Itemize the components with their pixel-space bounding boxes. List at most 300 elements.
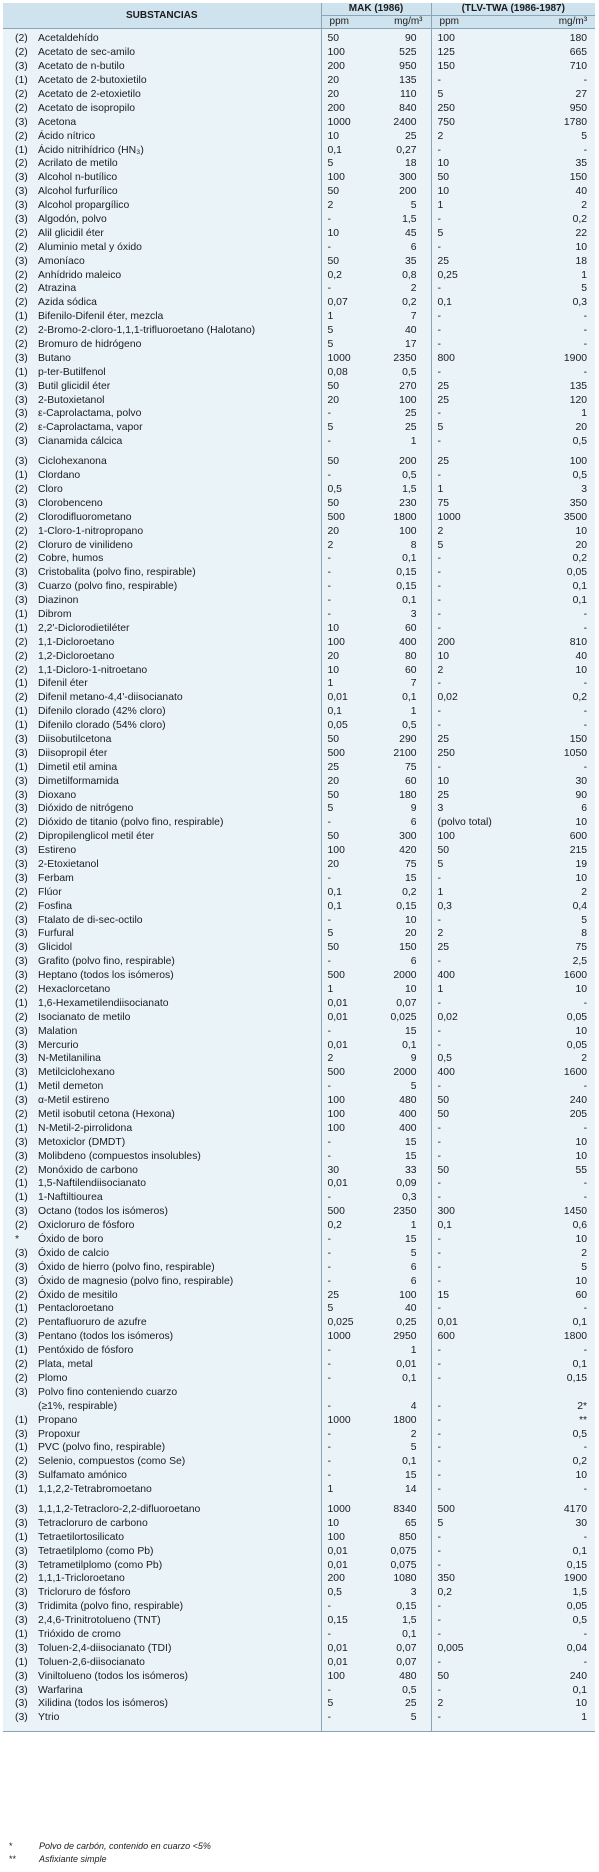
group-cell: (1) (15, 144, 28, 156)
tlv-ppm-cell: - (437, 956, 441, 968)
tlv-ppm-cell: - (437, 436, 441, 448)
mak-mg-cell: 230 (369, 496, 431, 510)
tlv-mg-cell: 10 (575, 1025, 588, 1037)
table-row (3, 788, 595, 802)
substance-name-cell: Oxicloruro de fósforo (36, 1219, 321, 1233)
tlv-ppm-cell: 0,005 (437, 1642, 464, 1654)
mak-mg-cell: 0,1 (369, 691, 431, 705)
tlv-mg-cell: 1450 (563, 1206, 588, 1218)
table-row (3, 1302, 595, 1316)
mak-ppm-cell: - (327, 1601, 331, 1613)
table-row (3, 268, 595, 282)
mak-mg-cell: 25 (369, 421, 431, 435)
mak-mg-cell: 10 (369, 983, 431, 997)
table-row (3, 1516, 595, 1530)
substance-name-cell: Malation (36, 1024, 321, 1038)
mak-ppm-cell: 100 (327, 1095, 345, 1107)
mak-ppm-cell: - (327, 1684, 331, 1696)
table-row (3, 296, 595, 310)
mak-mg-cell: 3 (369, 1586, 431, 1600)
tlv-mg-cell: - (583, 997, 588, 1009)
mak-mg-cell: 1800 (369, 510, 431, 524)
mak-mg-cell: 2350 (369, 351, 431, 365)
mak-mg-cell: 950 (369, 60, 431, 74)
tlv-ppm-cell: - (437, 1470, 441, 1482)
substance-name-cell: 1,1-Dicloroetano (36, 635, 321, 649)
mak-ppm-cell: 50 (327, 831, 340, 843)
tlv-mg-cell: 19 (575, 858, 588, 870)
mak-mg-cell: 0,3 (369, 1191, 431, 1205)
substance-name-cell: Propano (36, 1413, 321, 1427)
group-cell: (3) (15, 1698, 28, 1710)
mak-ppm-cell: - (327, 553, 331, 565)
mak-ppm-cell: 0,01 (327, 1559, 348, 1571)
mak-ppm-cell: 0,2 (327, 269, 342, 281)
tlv-mg-cell: - (583, 622, 588, 634)
tlv-mg-cell: - (583, 761, 588, 773)
tlv-mg-cell: 0,05 (566, 1011, 588, 1023)
mak-mg-cell: 2000 (369, 969, 431, 983)
tlv-mg-cell: 30 (575, 775, 588, 787)
tlv-ppm-cell: 10 (437, 775, 450, 787)
group-cell: (1) (15, 1345, 28, 1357)
table-row (3, 1288, 595, 1302)
table-row (3, 552, 595, 566)
substance-name-cell: Tetracloruro de carbono (36, 1516, 321, 1530)
tlv-ppm-cell: - (437, 872, 441, 884)
tlv-mg-cell: 55 (575, 1164, 588, 1176)
mak-ppm-cell: 20 (327, 75, 340, 87)
table-row (3, 60, 595, 74)
mak-ppm-cell: 20 (327, 394, 340, 406)
mak-ppm-cell: 50 (327, 733, 340, 745)
group-cell: (2) (15, 1456, 28, 1468)
tlv-mg-cell: - (583, 1303, 588, 1315)
group-cell: (3) (15, 775, 28, 787)
table-row (3, 996, 595, 1010)
tlv-ppm-cell: - (437, 720, 441, 732)
substance-name-cell: Acetato de n-butilo (36, 60, 321, 74)
substance-name-cell: Acetato de 2-butoxietilo (36, 74, 321, 88)
substance-name-cell: 2-Bromo-2-cloro-1,1,1-trifluoroetano (Halotano) (36, 324, 321, 338)
table-row (3, 421, 595, 435)
table-row (3, 538, 595, 552)
tlv-mg-cell: 1,5 (572, 1587, 588, 1599)
substance-name-cell: Pentóxido de fósforo (36, 1344, 321, 1358)
mak-mg-cell: 110 (369, 88, 431, 102)
substance-name-cell: Plata, metal (36, 1358, 321, 1372)
mak-ppm-cell: 2 (327, 1053, 334, 1065)
mak-mg-cell: 0,07 (369, 1641, 431, 1655)
substance-name-cell: Tridimita (polvo fino, respirable) (36, 1600, 321, 1614)
table-row (3, 760, 595, 774)
mak-mg-cell: 15 (369, 1149, 431, 1163)
tlv-mg-cell: 0,1 (572, 1359, 588, 1371)
group-cell: (1) (15, 470, 28, 482)
tlv-ppm-cell: - (437, 1684, 441, 1696)
mak-ppm-cell: - (327, 1442, 331, 1454)
tlv-mg-cell: 0,15 (566, 1559, 588, 1571)
group-cell: (2) (15, 831, 28, 843)
mak-mg-cell: 60 (369, 774, 431, 788)
table-row (3, 1135, 595, 1149)
group-cell: (2) (15, 984, 28, 995)
group-cell: (1) (15, 1192, 28, 1204)
tlv-mg-cell: 10 (575, 1234, 588, 1246)
table-row (3, 1177, 595, 1191)
substance-name-cell: Cloro (36, 483, 321, 497)
tlv-ppm-cell: - (437, 1615, 441, 1627)
tlv-mg-header: mg/m³ (507, 16, 595, 29)
mak-mg-cell: 840 (369, 101, 431, 115)
tlv-mg-cell: 20 (575, 422, 588, 434)
tlv-mg-cell: - (583, 311, 588, 323)
mak-ppm-cell: - (327, 581, 331, 593)
mak-ppm-cell: 50 (327, 255, 340, 267)
tlv-ppm-cell: 5 (437, 539, 444, 551)
group-cell: (2) (15, 553, 28, 565)
tlv-mg-cell: 0,6 (572, 1220, 588, 1232)
substance-name-cell: Glicidol (36, 941, 321, 955)
mak-ppm-cell: 50 (327, 186, 340, 198)
table-row (3, 1483, 595, 1497)
table-row (3, 594, 595, 608)
group-cell: (1) (15, 1442, 28, 1454)
tlv-mg-cell: 8 (581, 928, 588, 940)
table-row (3, 774, 595, 788)
tlv-ppm-cell: 15 (437, 1289, 450, 1301)
mak-ppm-cell: 0,1 (327, 886, 342, 898)
group-cell: (2) (15, 886, 28, 898)
substance-name-cell: Polvo fino conteniendo cuarzo (36, 1385, 321, 1399)
substance-name-cell: Acrilato de metilo (36, 157, 321, 171)
tlv-mg-cell: 0,05 (566, 1039, 588, 1051)
mak-ppm-cell: - (327, 241, 331, 253)
substance-name-cell: Tetraetilplomo (como Pb) (36, 1544, 321, 1558)
group-cell: (3) (15, 200, 28, 212)
mak-ppm-cell: - (327, 1234, 331, 1246)
mak-ppm-cell: 50 (327, 33, 340, 45)
substance-name-cell: Toluen-2,6-diisocianato (36, 1655, 321, 1669)
group-cell: (2) (15, 650, 28, 662)
table-row (3, 524, 595, 538)
substance-name-cell: Grafito (polvo fino, respirable) (36, 955, 321, 969)
mak-mg-cell: 2350 (369, 1205, 431, 1219)
group-cell: (3) (15, 845, 28, 857)
tlv-mg-cell: 10 (575, 817, 588, 829)
substance-name-cell: Acetato de 2-etoxietilo (36, 88, 321, 102)
mak-ppm-cell: - (327, 914, 331, 926)
mak-mg-cell: 14 (369, 1483, 431, 1497)
tlv-ppm-cell: 10 (437, 650, 450, 662)
group-cell: (3) (15, 942, 28, 954)
mak-ppm-cell: - (321, 1711, 369, 1731)
group-cell: * (15, 1234, 20, 1246)
substance-name-cell: Propoxur (36, 1427, 321, 1441)
mak-mg-cell: 0,025 (369, 1010, 431, 1024)
substance-name-cell: Metoxiclor (DMDT) (36, 1135, 321, 1149)
tlv-ppm-cell: 3 (437, 803, 444, 815)
table-row (3, 1441, 595, 1455)
table-row (3, 1205, 595, 1219)
mak-mg-cell: 0,5 (369, 469, 431, 483)
mak-mg-cell: 6 (369, 816, 431, 830)
mak-ppm-cell: 10 (327, 622, 340, 634)
group-cell: (3) (15, 970, 28, 982)
table-row (3, 1052, 595, 1066)
tlv-mg-cell: 180 (569, 33, 588, 45)
mak-mg-cell: 45 (369, 226, 431, 240)
substance-name-cell: Alcohol furfurílico (36, 185, 321, 199)
mak-mg-cell: 1,5 (369, 1614, 431, 1628)
tlv-mg-cell: 30 (575, 1517, 588, 1529)
mak-ppm-cell: - (327, 470, 331, 482)
group-cell: (2) (15, 664, 28, 676)
group-cell: (3) (15, 1261, 28, 1273)
tlv-ppm-cell: 0,1 (437, 1220, 452, 1232)
substance-name-cell: Cuarzo (polvo fino, respirable) (36, 580, 321, 594)
table-row (3, 1233, 595, 1247)
tlv-ppm-cell: 50 (437, 1670, 450, 1682)
tlv-mg-cell: - (583, 1531, 588, 1543)
mak-ppm-cell: 500 (327, 1067, 345, 1079)
footnote (3, 1853, 595, 1866)
mak-mg-cell: 15 (369, 1135, 431, 1149)
mak-mg-cell: 0,5 (369, 1683, 431, 1697)
mak-ppm-cell: - (327, 283, 331, 295)
mak-ppm-cell: 50 (327, 942, 340, 954)
mak-mg-cell: 15 (369, 871, 431, 885)
mak-mg-cell: 525 (369, 46, 431, 60)
table-row (3, 608, 595, 622)
mak-ppm-cell: 5 (327, 325, 334, 337)
mak-ppm-cell: 0,01 (327, 1039, 348, 1051)
substance-name-cell: 2,4,6-Trinitrotolueno (TNT) (36, 1614, 321, 1628)
table-row (3, 955, 595, 969)
group-cell: (3) (15, 1428, 28, 1440)
mak-mg-cell: 0,1 (369, 552, 431, 566)
mak-mg-cell: 1 (369, 435, 431, 449)
group-cell: (3) (3, 1711, 36, 1731)
group-cell: (3) (15, 1545, 28, 1557)
tlv-mg-cell: 0,3 (572, 297, 588, 309)
tlv-ppm-cell: 150 (437, 61, 455, 73)
mak-ppm-cell: - (327, 1136, 331, 1148)
tlv-mg-cell: 3 (581, 483, 588, 495)
substance-name-cell: Ciclohexanona (36, 449, 321, 469)
tlv-mg-cell: - (583, 678, 588, 690)
tlv-ppm-cell: - (437, 1531, 441, 1543)
tlv-ppm-cell (431, 1385, 507, 1399)
mak-mg-cell: 7 (369, 310, 431, 324)
group-cell: (3) (15, 858, 28, 870)
tlv-ppm-cell: 1 (437, 984, 444, 995)
mak-ppm-cell: 1000 (327, 1503, 351, 1515)
tlv-mg-cell: 2 (581, 1053, 588, 1065)
tlv-ppm-cell: - (437, 1275, 441, 1287)
group-cell: (2) (15, 1573, 28, 1585)
mak-ppm-cell: 0,2 (327, 1220, 342, 1232)
tlv-mg-cell: 665 (569, 47, 588, 59)
table-row (3, 1558, 595, 1572)
tlv-ppm-cell: 0,02 (437, 1011, 458, 1023)
group-cell: (2) (15, 1109, 28, 1121)
group-cell: (1) (15, 366, 28, 378)
tlv-mg-cell: 0,2 (572, 553, 588, 565)
mak-ppm-header: ppm (321, 16, 369, 29)
table-row (3, 802, 595, 816)
group-cell: (3) (15, 1503, 28, 1515)
tlv-ppm-cell: - (437, 470, 441, 482)
tlv-ppm-cell: - (437, 1303, 441, 1315)
mak-mg-cell: 15 (369, 1469, 431, 1483)
tlv-ppm-cell: 25 (437, 942, 450, 954)
tlv-mg-cell: 600 (569, 831, 588, 843)
table-row (3, 510, 595, 524)
substance-name-cell: Heptano (todos los isómeros) (36, 969, 321, 983)
mak-ppm-cell: 50 (327, 497, 340, 509)
mak-mg-cell: 9 (369, 802, 431, 816)
mak-ppm-cell: - (327, 1359, 331, 1371)
substance-name-cell: 2,2'-Diclorodietiléter (36, 621, 321, 635)
mak-mg-cell: 6 (369, 955, 431, 969)
substance-name-cell: Tetrametilplomo (como Pb) (36, 1558, 321, 1572)
tlv-mg-cell: 950 (569, 102, 588, 114)
table-row (3, 1108, 595, 1122)
group-cell: (1) (15, 1484, 28, 1496)
substance-name-cell: Bifenilo-Difenil éter, mezcla (36, 310, 321, 324)
footnotes (3, 1840, 595, 1866)
tlv-ppm-cell: - (437, 311, 441, 323)
substance-name-cell: Alcohol propargílico (36, 199, 321, 213)
group-cell: (3) (15, 1053, 28, 1065)
tlv-ppm-cell: - (437, 553, 441, 565)
mak-mg-cell: 10 (369, 913, 431, 927)
tlv-header: (TLV-TWA (1986-1987) (431, 3, 595, 16)
substance-name-cell: Mercurio (36, 1038, 321, 1052)
table-row (3, 157, 595, 171)
substance-name-cell: Dipropilenglicol metil éter (36, 830, 321, 844)
mak-ppm-cell: 500 (327, 1206, 345, 1218)
group-cell: (3) (15, 789, 28, 801)
mak-ppm-cell: 100 (327, 1109, 345, 1121)
mak-ppm-cell: 100 (327, 1122, 345, 1134)
group-cell: (2) (15, 900, 28, 912)
group-cell (3, 1399, 36, 1413)
table-row (3, 1655, 595, 1669)
substance-name-cell: Octano (todos los isómeros) (36, 1205, 321, 1219)
tlv-ppm-cell: 800 (437, 352, 455, 364)
tlv-ppm-cell: - (437, 622, 441, 634)
table-row (3, 1669, 595, 1683)
group-cell: (2) (15, 525, 28, 537)
table-row (3, 913, 595, 927)
tlv-mg-cell: 2 (581, 200, 588, 212)
group-cell: (3) (15, 1559, 28, 1571)
tlv-mg-cell: 1800 (563, 1331, 588, 1343)
mak-mg-cell: 33 (369, 1163, 431, 1177)
mak-mg-cell (369, 1385, 431, 1399)
mak-mg-cell: 20 (369, 927, 431, 941)
exposure-limits-table (3, 3, 595, 1732)
mak-mg-cell: 480 (369, 1669, 431, 1683)
tlv-mg-cell: 1600 (563, 1067, 588, 1079)
group-cell: (3) (15, 872, 28, 884)
tlv-mg-cell: - (583, 1178, 588, 1190)
mak-mg-cell: 2 (369, 282, 431, 296)
table-row (3, 1163, 595, 1177)
mak-mg-cell: 8340 (369, 1497, 431, 1517)
substance-name-cell: Plomo (36, 1372, 321, 1386)
table-row (3, 143, 595, 157)
mak-ppm-cell: 1000 (327, 116, 351, 128)
mak-mg-cell: 3 (369, 608, 431, 622)
tlv-ppm-cell: 50 (437, 1109, 450, 1121)
tlv-ppm-cell: - (437, 1372, 441, 1384)
group-cell: (1) (15, 1414, 28, 1426)
group-cell: (2) (15, 269, 28, 281)
table-row (3, 199, 595, 213)
mak-ppm-cell: 0,01 (327, 1545, 348, 1557)
mak-ppm-cell: 0,15 (327, 1615, 348, 1627)
tlv-ppm-cell: - (437, 1247, 441, 1259)
mak-mg-cell: 75 (369, 858, 431, 872)
tlv-mg-cell: 0,2 (572, 1456, 588, 1468)
table-row (3, 1372, 595, 1386)
table-row (3, 1530, 595, 1544)
substance-name-cell: Dimetil etil amina (36, 760, 321, 774)
table-row (3, 29, 595, 46)
tlv-ppm-cell: 125 (437, 47, 455, 59)
group-cell: (2) (15, 89, 28, 100)
tlv-ppm-cell: - (437, 1345, 441, 1357)
mak-ppm-cell: 0,01 (327, 692, 348, 704)
table-row (3, 469, 595, 483)
mak-ppm-cell: - (327, 1456, 331, 1468)
mak-mg-cell: 2100 (369, 746, 431, 760)
group-cell: (2) (15, 33, 28, 45)
substance-name-cell: Ferbam (36, 871, 321, 885)
tlv-mg-cell: 3500 (563, 511, 588, 523)
mak-mg-cell: 300 (369, 830, 431, 844)
mak-ppm-cell: 0,5 (327, 1587, 342, 1599)
table-row (3, 691, 595, 705)
mak-ppm-cell: 10 (327, 664, 340, 676)
mak-mg-cell: 270 (369, 379, 431, 393)
mak-ppm-cell: 5 (327, 1303, 334, 1315)
tlv-mg-cell: 0,05 (566, 1601, 588, 1613)
group-cell: (3) (15, 1039, 28, 1051)
mak-ppm-cell: 1000 (327, 1414, 351, 1426)
tlv-mg-cell: - (583, 1442, 588, 1454)
tlv-ppm-cell: - (437, 914, 441, 926)
tlv-ppm-cell: - (437, 1261, 441, 1273)
substance-name-cell: Butil glicidil éter (36, 379, 321, 393)
table-row (3, 705, 595, 719)
table-row (3, 969, 595, 983)
table-row (3, 649, 595, 663)
mak-mg-cell: 60 (369, 621, 431, 635)
tlv-mg-cell: - (583, 339, 588, 351)
tlv-ppm-cell: 500 (437, 1503, 455, 1515)
tlv-mg-cell: 5 (581, 130, 588, 142)
group-cell: (3) (15, 1331, 28, 1343)
mak-mg-cell: 6 (369, 1274, 431, 1288)
group-cell: (2) (15, 1220, 28, 1232)
table-row (3, 351, 595, 365)
tlv-ppm-cell: - (437, 339, 441, 351)
substance-name-cell: Cloruro de vinilideno (36, 538, 321, 552)
